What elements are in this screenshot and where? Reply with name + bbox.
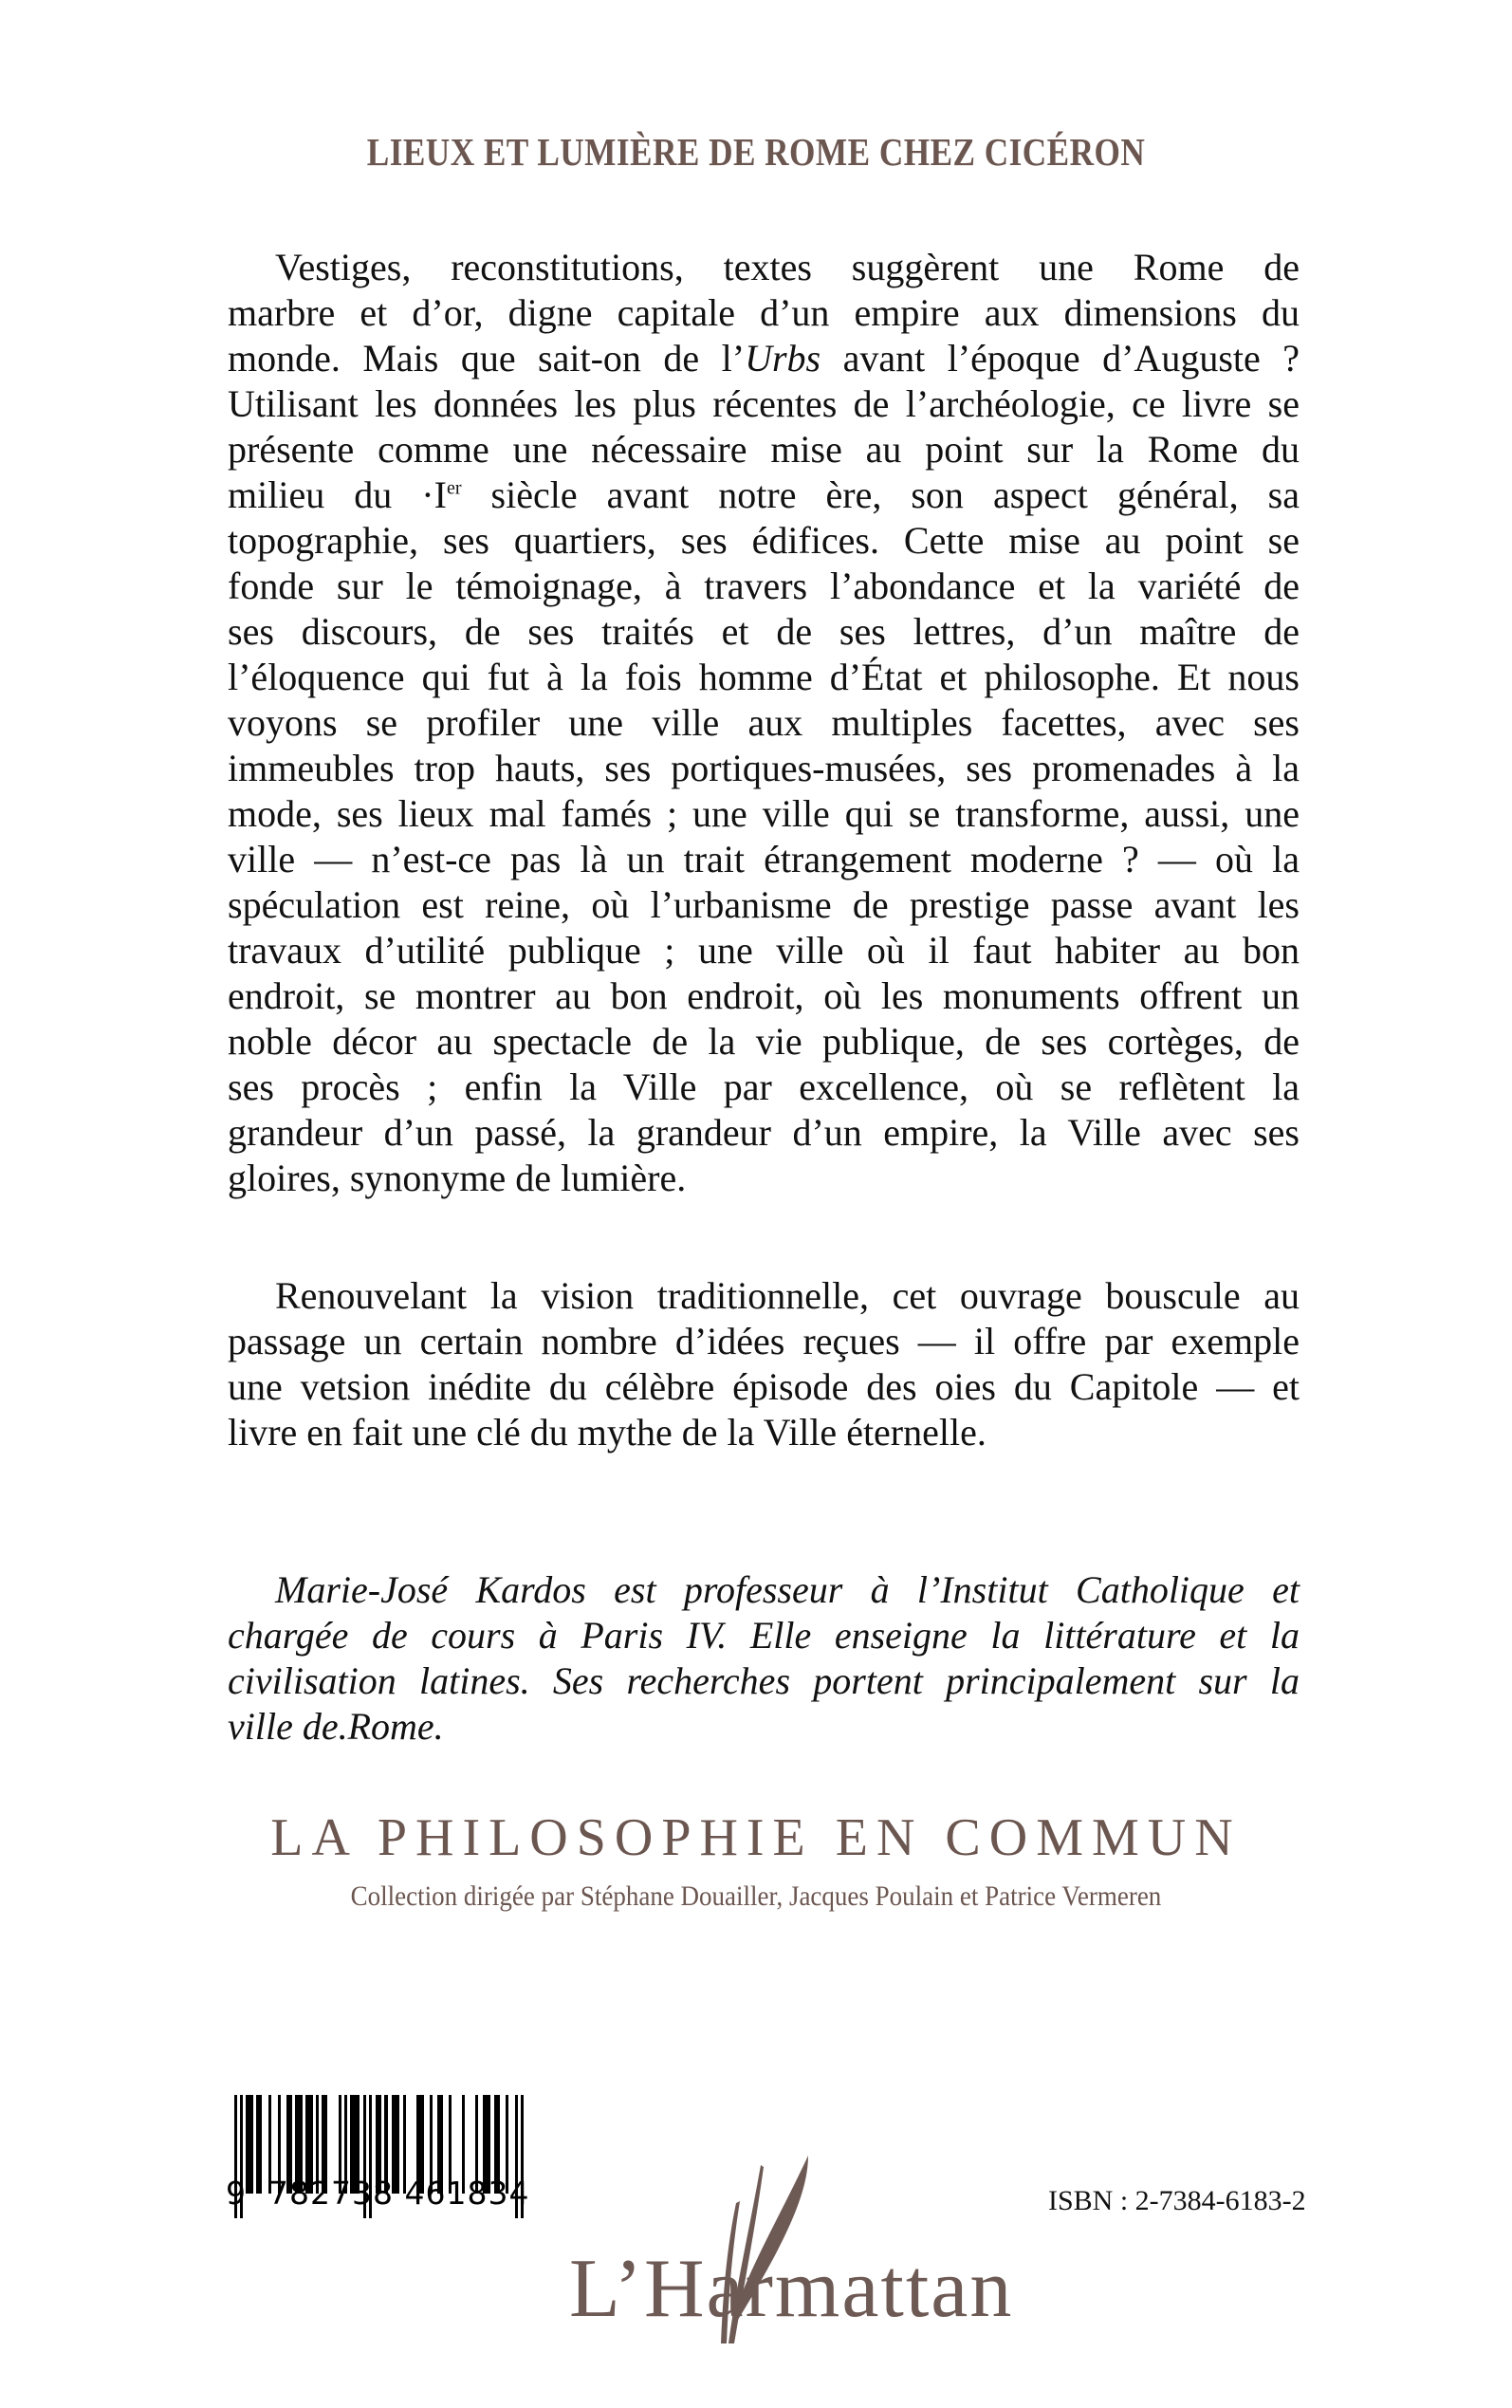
text-fragment: avant l’époque d’Auguste ? (821, 337, 1300, 380)
text-line: passage un certain nombre d’idées reçues — il offre par exemple (228, 1320, 1300, 1362)
text-line: topographie, ses quartiers, ses édifices. Cette mise au point se (228, 519, 1300, 562)
text-line: noble décor au spectacle de la vie publique, de ses cortèges, de (228, 1020, 1300, 1063)
text-line: fonde sur le témoignage, à travers l’abondance et la variété de (228, 565, 1300, 607)
collection-name: LA PHILOSOPHIE EN COMMUN (270, 1808, 1242, 1867)
barcode-digits (226, 2175, 529, 2212)
text-line: gloires, synonyme de lumière. (228, 1157, 687, 1199)
text-line: immeubles trop hauts, ses portiques-musées, ses promenades à la (228, 747, 1300, 789)
text-line: Marie-José Kardos est professeur à l’Institut Catholique et (275, 1568, 1300, 1611)
text-line: Vestiges, reconstitutions, textes suggèrent une Rome de (275, 246, 1300, 288)
text-line: mode, ses lieux mal famés ; une ville qui se transforme, aussi, une (228, 792, 1300, 835)
barcode-lead-digit: 9 (226, 2175, 247, 2212)
text-line: civilisation latines. Ses recherches portent principalement sur la (228, 1659, 1300, 1702)
text-line: endroit, se montrer au bon endroit, où les monuments offrent un (228, 974, 1300, 1017)
text-line: livre en fait une clé du mythe de la Ville éternelle. (228, 1411, 986, 1454)
author-bio (228, 1567, 1300, 1750)
text-line: grandeur d’un passé, la grandeur d’un empire, la Ville avec ses (228, 1111, 1300, 1154)
text-line: ville — n’est-ce pas là un trait étrangement moderne ? — où la (228, 838, 1300, 880)
text-line: marbre et d’or, digne capitale d’un empire aux dimensions du (228, 291, 1300, 334)
text-line: Utilisant les données les plus récentes de l’archéologie, ce livre se (228, 382, 1300, 425)
book-title: LIEUX ET LUMIÈRE DE ROME CHEZ CICÉRON (366, 130, 1146, 174)
text-line: spéculation est reine, où l’urbanisme de prestige passe avant les (228, 883, 1300, 926)
publisher-logo-text: L’Harmattan (569, 2243, 1014, 2335)
barcode-group-2: 461834 (404, 2175, 530, 2212)
isbn-label: ISBN : 2-7384-6183-2 (1048, 2185, 1306, 2216)
text-line: chargée de cours à Paris IV. Elle enseigne la littérature et la (228, 1614, 1300, 1657)
text-fragment: milieu du ·I (228, 473, 447, 516)
text-line: travaux d’utilité publique ; une ville où il faut habiter au bon (228, 929, 1300, 972)
text-line: voyons se profiler une ville aux multiples facettes, avec ses (228, 701, 1300, 744)
text-line: ville de.Rome. (228, 1705, 444, 1748)
text-line: Renouvelant la vision traditionnelle, cet ouvrage bouscule au (275, 1274, 1300, 1317)
text-line (228, 472, 1300, 518)
text-line: ses procès ; enfin la Ville par excellence, où se reflètent la (228, 1065, 1300, 1108)
blurb-paragraph-1 (228, 245, 1300, 1201)
superscript-er: er (446, 477, 462, 499)
text-fragment: siècle avant notre ère, son aspect général, sa (461, 473, 1300, 516)
collection-directors: Collection dirigée par Stéphane Douailler, Jacques Poulain et Patrice Vermeren (350, 1880, 1162, 1912)
barcode-group-1: 782738 (267, 2175, 394, 2212)
text-fragment: monde. Mais que sait-on de l’ (228, 337, 746, 380)
text-line: l’éloquence qui fut à la fois homme d’État et philosophe. Et nous (228, 656, 1300, 698)
text-line: une vetsion inédite du célèbre épisode des oies du Capitole — et (228, 1365, 1300, 1408)
italic-term-urbs: Urbs (745, 337, 821, 380)
text-line: ses discours, de ses traités et de ses lettres, d’un maître de (228, 610, 1300, 653)
text-line (228, 336, 1300, 381)
text-line: présente comme une nécessaire mise au point sur la Rome du (228, 428, 1300, 471)
blurb-paragraph-2 (228, 1273, 1300, 1455)
